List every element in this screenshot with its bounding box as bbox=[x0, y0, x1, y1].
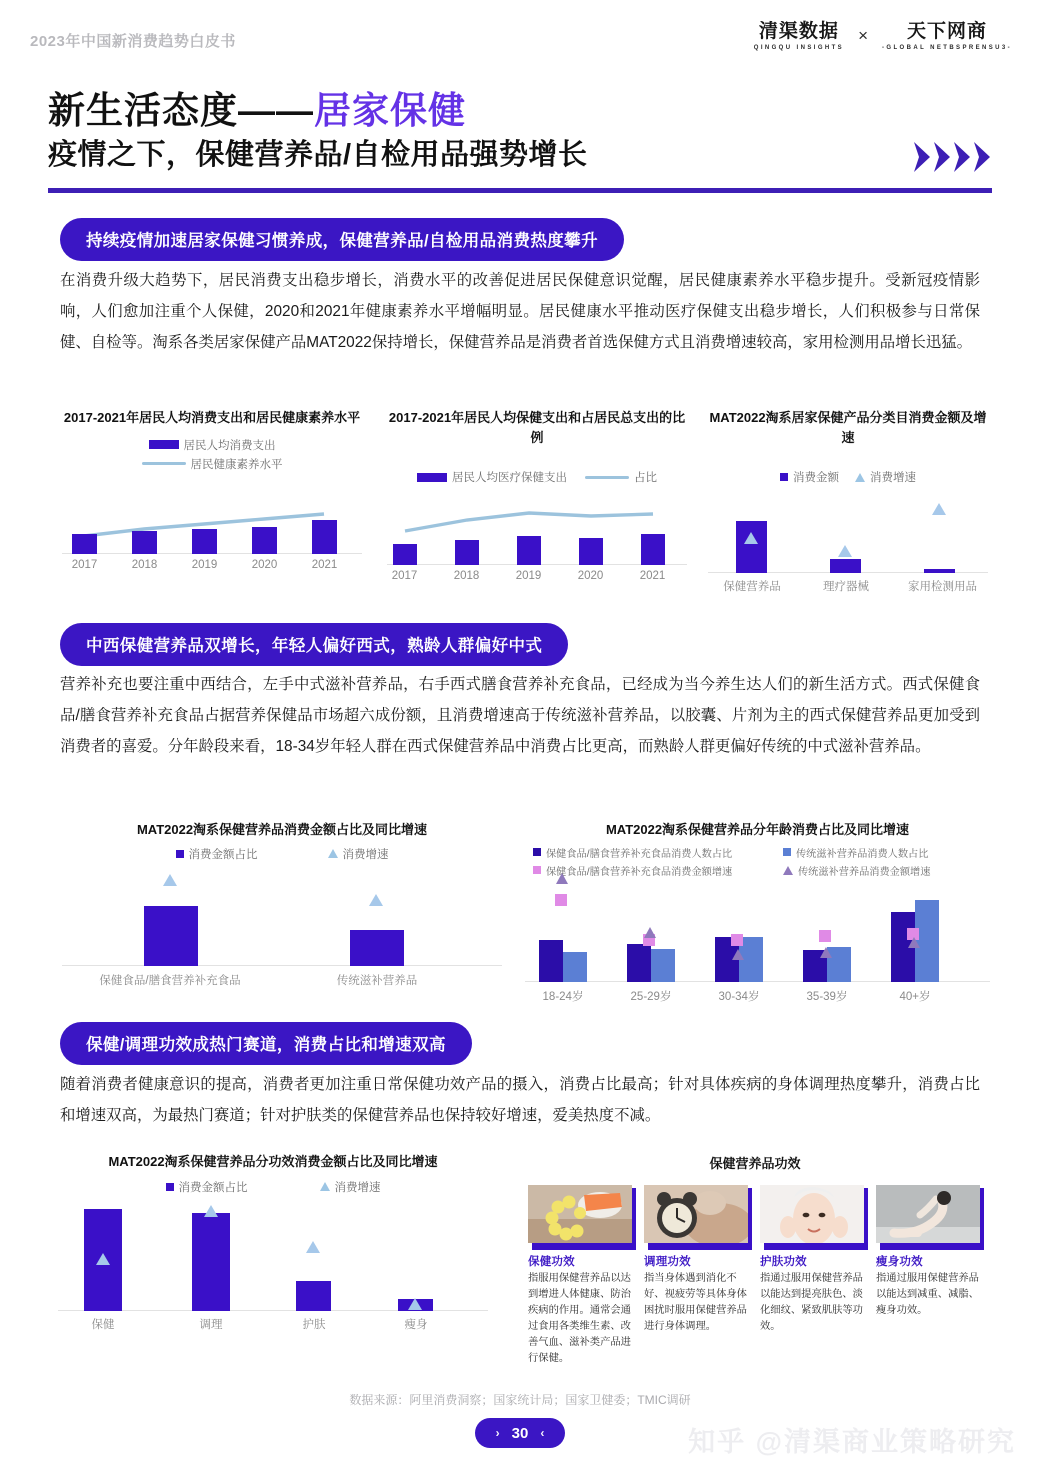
category-label: 瘦身 bbox=[404, 1318, 428, 1331]
card-body: 指通过服用保健营养品以能达到减重、减脂、瘦身功效。 bbox=[876, 1273, 979, 1316]
document-title: 2023年中国新消费趋势白皮书 bbox=[30, 33, 236, 50]
legend-item bbox=[417, 469, 567, 485]
chart-5-category-axis bbox=[525, 988, 990, 1008]
chart-5-bar-a bbox=[539, 940, 563, 982]
chart-2-legend bbox=[387, 469, 687, 485]
chart-3-bar bbox=[830, 559, 861, 573]
category-label: 传统滋补营养品 bbox=[336, 974, 418, 987]
chart-category-amount-growth bbox=[708, 408, 988, 598]
chart-by-efficacy bbox=[58, 1152, 488, 1336]
triangle-swatch-icon bbox=[855, 473, 865, 482]
chart-5-title: MAT2022淘系保健营养品分年龄消费占比及同比增速 bbox=[605, 822, 910, 837]
chart-6-growth-marker bbox=[96, 1253, 110, 1265]
chart-5-bar-b bbox=[651, 949, 675, 982]
legend-label: 保健食品/膳食营养补充食品消费金额增速 bbox=[546, 866, 733, 878]
chevron-right-icon bbox=[932, 140, 952, 174]
category-label: 家用检测用品 bbox=[908, 581, 977, 593]
square-swatch-icon bbox=[780, 473, 788, 481]
chart-6-growth-marker bbox=[204, 1205, 218, 1217]
chart-2-bar bbox=[455, 540, 479, 565]
chart-1-title: 2017-2021年居民人均消费支出和居民健康素养水平 bbox=[63, 410, 361, 425]
legend-label: 居民人均医疗保健支出 bbox=[452, 472, 567, 484]
logo-tianxia-cn: 天下网商 bbox=[907, 21, 988, 42]
legend-label: 消费增速 bbox=[870, 472, 916, 484]
chart-5-plot bbox=[525, 882, 990, 982]
section-2-pill: 中西保健营养品双增长，年轻人偏好西式，熟龄人群偏好中式 bbox=[60, 623, 568, 666]
page-title-main: 新生活态度—— bbox=[48, 90, 314, 131]
category-label: 2017 bbox=[391, 570, 418, 582]
card-tiaoli[interactable] bbox=[644, 1185, 752, 1335]
chart-6-category-axis bbox=[58, 1316, 488, 1336]
chart-3-legend bbox=[708, 469, 988, 485]
woman-skincare-photo bbox=[760, 1185, 864, 1243]
legend-label: 传统滋补营养品消费金额增速 bbox=[798, 866, 931, 878]
square-swatch-icon bbox=[783, 848, 791, 856]
chart-3-category-axis bbox=[708, 578, 988, 598]
chart-2-title: 2017-2021年居民人均保健支出和占居民总支出的比例 bbox=[388, 410, 686, 445]
legend-item bbox=[149, 437, 276, 453]
page-number: 30 bbox=[511, 1424, 529, 1442]
square-swatch-icon bbox=[533, 848, 541, 856]
page-title-accent: 居家保健 bbox=[314, 90, 466, 131]
section-3-paragraph: 随着消费者健康意识的提高，消费者更加注重日常保健功效产品的摄入，消费占比最高；针对具体疾病的身体调理热度攀升，消费占比和增速双高，为最热门赛道；针对护肤类的保健营养品也保持较好增速，爱美热度不减。 bbox=[60, 1076, 980, 1124]
card-heading: 护肤功效 bbox=[760, 1256, 807, 1268]
line-swatch-icon bbox=[585, 476, 629, 479]
chart-6-bar bbox=[192, 1213, 230, 1311]
square-swatch-icon bbox=[166, 1183, 174, 1191]
chart-1-bar bbox=[312, 520, 337, 554]
card-heading: 调理功效 bbox=[644, 1256, 691, 1268]
legend-label: 占比 bbox=[634, 472, 657, 484]
page-number-pill[interactable] bbox=[475, 1418, 565, 1448]
category-label: 护肤 bbox=[302, 1318, 326, 1331]
chart-1-bar bbox=[132, 531, 157, 554]
chart-5-bar-a bbox=[627, 944, 651, 982]
chart-4-category-axis bbox=[62, 972, 502, 992]
chart-4-title: MAT2022淘系保健营养品消费金额占比及同比增速 bbox=[136, 822, 428, 837]
watermark: 知乎 @清渠商业策略研究 bbox=[688, 1427, 1016, 1457]
legend-item bbox=[176, 846, 258, 862]
chart-1-bar bbox=[72, 534, 97, 554]
chart-3-plot bbox=[708, 495, 988, 573]
category-label: 2021 bbox=[639, 570, 666, 582]
chart-5-pink-marker bbox=[819, 930, 831, 942]
chart-3-bar bbox=[736, 521, 767, 573]
chart-2-bar bbox=[579, 538, 603, 565]
chart-2-plot bbox=[387, 495, 687, 565]
chart-4-growth-marker bbox=[163, 874, 177, 886]
chart-1-legend bbox=[62, 437, 362, 472]
card-hufu[interactable] bbox=[760, 1185, 868, 1335]
legend-item bbox=[585, 469, 657, 485]
category-label: 2019 bbox=[515, 570, 542, 582]
legend-item bbox=[166, 1179, 248, 1195]
section-2-paragraph: 营养补充也要注重中西结合，左手中式滋补营养品，右手西式膳食营养补充食品，已经成为当今养生达人们的新生活方式。西式保健食品/膳食营养补充食品占据营养保健品市场超六成份额，且消费增速高于传统滋补营养品，以胶囊、片剂为主的西式保健营养品更加受到消费者的喜爱。分年龄段来看，18-34岁年轻人群在西式保健营养品中消费占比更高，而熟龄人群更偏好传统的中式滋补营养品。 bbox=[60, 676, 980, 755]
chart-6-growth-marker bbox=[306, 1241, 320, 1253]
chart-6-growth-marker bbox=[408, 1298, 422, 1310]
chart-6-title: MAT2022淘系保健营养品分功效消费金额占比及同比增速 bbox=[108, 1154, 438, 1169]
legend-label: 消费金额占比 bbox=[188, 848, 258, 861]
bar-swatch-icon bbox=[149, 440, 179, 449]
card-heading: 保健功效 bbox=[528, 1256, 575, 1268]
chart-expenditure-literacy bbox=[62, 408, 362, 579]
chart-5-tri-marker bbox=[732, 949, 744, 960]
title-underline-rule bbox=[48, 188, 992, 193]
chart-by-age bbox=[525, 820, 990, 1008]
chart-2-bar bbox=[517, 536, 541, 565]
page-header bbox=[0, 0, 1040, 72]
chart-4-bar bbox=[144, 906, 198, 966]
yoga-stretch-photo bbox=[876, 1185, 980, 1243]
chart-1-bar bbox=[252, 527, 277, 554]
logo-cross-icon: × bbox=[858, 26, 869, 46]
category-label: 2020 bbox=[251, 558, 278, 571]
logo-qingqu-cn: 清渠数据 bbox=[758, 21, 839, 42]
chevron-arrows-decor bbox=[912, 140, 992, 174]
yoga-pose-icon bbox=[876, 1185, 980, 1243]
category-label: 2020 bbox=[577, 570, 604, 582]
chevron-prev-icon[interactable]: › bbox=[495, 1426, 500, 1440]
chart-3-growth-marker bbox=[744, 532, 758, 544]
card-body: 指服用保健营养品以达到增进人体健康、防治疾病的作用。通常会通过食用各类维生素、改善气血、滋补类产品进行保健。 bbox=[528, 1273, 631, 1364]
square-swatch-icon bbox=[176, 850, 184, 858]
legend-label: 消费金额占比 bbox=[178, 1181, 248, 1194]
chart-5-bar-b bbox=[563, 952, 587, 982]
chevron-right-icon bbox=[952, 140, 972, 174]
page-subtitle: 疫情之下，保健营养品/自检用品强势增长 bbox=[48, 139, 588, 172]
card-image-frame bbox=[876, 1185, 980, 1247]
square-swatch-icon bbox=[533, 866, 541, 874]
chart-4-axis bbox=[62, 965, 502, 966]
chart-3-title: MAT2022淘系居家保健产品分类目消费金额及增速 bbox=[709, 410, 987, 445]
chart-5-tri-marker bbox=[908, 937, 920, 948]
category-label: 保健食品/膳食营养补充食品 bbox=[99, 974, 241, 987]
chart-5-tri-marker bbox=[820, 947, 832, 958]
chart-3-growth-marker bbox=[838, 545, 852, 557]
logo-qingqu-en: QINGQU INSIGHTS bbox=[753, 44, 845, 51]
pills-bottle-icon bbox=[528, 1185, 632, 1243]
legend-label: 居民人均消费支出 bbox=[183, 439, 276, 452]
chart-5-legend bbox=[525, 845, 990, 878]
category-label: 18-24岁 bbox=[542, 990, 584, 1003]
card-shoushen[interactable] bbox=[876, 1185, 984, 1319]
category-label: 保健营养品 bbox=[723, 581, 781, 593]
logo-qingqu bbox=[754, 22, 844, 51]
chart-4-growth-marker bbox=[369, 894, 383, 906]
legend-item bbox=[783, 845, 988, 860]
legend-item bbox=[533, 863, 783, 878]
cards-title: 保健营养品功效 bbox=[709, 1156, 801, 1171]
card-baojian[interactable] bbox=[528, 1185, 636, 1367]
card-body: 指通过服用保健营养品以能达到提亮肤色、淡化细纹、紧致肌肤等功效。 bbox=[760, 1273, 863, 1332]
legend-label: 消费增速 bbox=[342, 848, 389, 861]
category-label: 2017 bbox=[71, 558, 98, 571]
face-skincare-icon bbox=[760, 1185, 864, 1243]
section-2-pill-row bbox=[60, 623, 568, 666]
chart-5-pink-marker bbox=[731, 934, 743, 946]
chart-1-category-axis bbox=[62, 559, 362, 579]
legend-label: 居民健康素养水平 bbox=[190, 458, 283, 471]
legend-item bbox=[855, 469, 916, 485]
chart-5-tri-marker bbox=[556, 873, 568, 884]
card-image-frame bbox=[760, 1185, 864, 1247]
section-1-pill: 持续疫情加速居家保健习惯养成，保健营养品/自检用品消费热度攀升 bbox=[60, 218, 624, 261]
legend-label: 保健食品/膳食营养补充食品消费人数占比 bbox=[546, 848, 733, 860]
line-swatch-icon bbox=[142, 462, 186, 465]
chart-health-expenditure-share bbox=[387, 408, 687, 590]
brand-logos bbox=[754, 22, 1012, 51]
legend-label: 消费增速 bbox=[334, 1181, 381, 1194]
chart-2-category-axis bbox=[387, 570, 687, 590]
chevron-right-icon bbox=[912, 140, 932, 174]
chart-4-legend bbox=[62, 846, 502, 862]
data-source-note: 数据来源：阿里消费洞察；国家统计局；国家卫健委；TMIC调研 bbox=[349, 1393, 691, 1407]
logo-tianxia-en: -GLOBAL NETBSPRENSU3- bbox=[882, 44, 1012, 51]
chart-cn-vs-western bbox=[62, 820, 502, 992]
legend-label: 消费金额 bbox=[793, 472, 839, 484]
card-heading: 瘦身功效 bbox=[876, 1256, 923, 1268]
triangle-swatch-icon bbox=[328, 849, 338, 858]
legend-item bbox=[783, 863, 988, 878]
card-body: 指当身体遇到消化不好、视疲劳等具体身体困扰时服用保健营养品进行身体调理。 bbox=[644, 1273, 747, 1332]
chart-5-tri-marker bbox=[644, 927, 656, 938]
section-3-pill-row bbox=[60, 1022, 472, 1065]
chevron-next-icon[interactable]: ‹ bbox=[540, 1426, 545, 1440]
efficacy-cards-block bbox=[520, 1153, 990, 1364]
bar-swatch-icon bbox=[417, 473, 447, 482]
page-title bbox=[48, 88, 992, 133]
category-label: 调理 bbox=[199, 1318, 223, 1331]
section-1-paragraph: 在消费升级大趋势下，居民消费支出稳步增长，消费水平的改善促进居民保健意识觉醒，居民健康素养水平稳步提升。受新冠疫情影响，人们愈加注重个人保健，2020和2021年健康素养水平增幅明显。居民健康水平推动医疗保健支出稳步增长，人们积极参与日常保健、自检等。淘系各类居家保健产品MAT2022保持增长，保健营养品是消费者首选保健方式且消费增速较高，家用检测用品增长迅猛。 bbox=[60, 272, 980, 351]
triangle-swatch-icon bbox=[783, 866, 793, 875]
chart-1-plot bbox=[62, 486, 362, 554]
legend-item bbox=[328, 846, 389, 862]
chart-2-bar bbox=[393, 544, 417, 565]
legend-item bbox=[142, 456, 283, 472]
chart-6-plot bbox=[58, 1203, 488, 1311]
category-label: 35-39岁 bbox=[806, 990, 848, 1003]
category-label: 2021 bbox=[311, 558, 338, 571]
chart-3-bar bbox=[924, 569, 955, 573]
category-label: 保健 bbox=[91, 1318, 115, 1331]
section-3-pill: 保健/调理功效成热门赛道，消费占比和增速双高 bbox=[60, 1022, 472, 1065]
legend-label: 传统滋补营养品消费人数占比 bbox=[796, 848, 929, 860]
chevron-right-icon bbox=[972, 140, 992, 174]
pills-bottle-photo bbox=[528, 1185, 632, 1243]
legend-item bbox=[320, 1179, 381, 1195]
category-label: 2018 bbox=[453, 570, 480, 582]
category-label: 理疗器械 bbox=[823, 581, 869, 593]
chart-4-bar bbox=[350, 930, 404, 966]
page-title-block bbox=[48, 88, 992, 173]
triangle-swatch-icon bbox=[320, 1182, 330, 1191]
category-label: 25-29岁 bbox=[630, 990, 672, 1003]
category-label: 30-34岁 bbox=[718, 990, 760, 1003]
chart-6-bar bbox=[296, 1281, 331, 1311]
alarm-clock-icon bbox=[644, 1185, 748, 1243]
chart-2-bar bbox=[641, 534, 665, 565]
logo-tianxia bbox=[882, 22, 1012, 51]
chart-5-pink-marker bbox=[555, 894, 567, 906]
chart-1-bar bbox=[192, 529, 217, 554]
legend-item bbox=[533, 845, 783, 860]
alarm-clock-sleep-photo bbox=[644, 1185, 748, 1243]
category-label: 40+岁 bbox=[899, 990, 931, 1003]
category-label: 2018 bbox=[131, 558, 158, 571]
card-image-frame bbox=[528, 1185, 632, 1247]
chart-6-legend bbox=[58, 1179, 488, 1195]
card-image-frame bbox=[644, 1185, 748, 1247]
chart-3-growth-marker bbox=[932, 503, 946, 515]
chart-4-plot bbox=[62, 868, 502, 966]
section-1-pill-row bbox=[60, 218, 624, 261]
legend-item bbox=[780, 469, 839, 485]
category-label: 2019 bbox=[191, 558, 218, 571]
